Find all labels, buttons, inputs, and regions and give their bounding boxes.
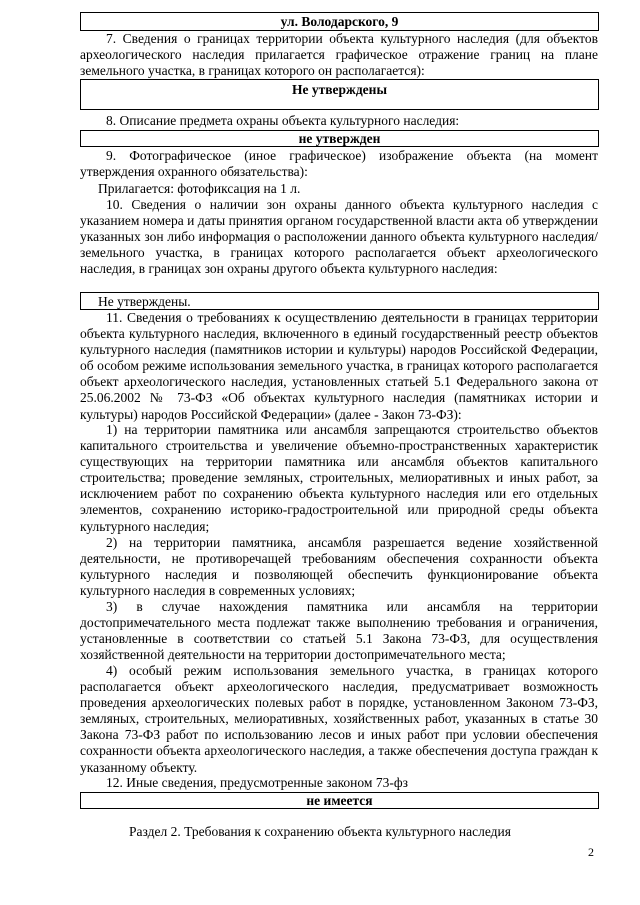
item-10-box-text: Не утверждены. (98, 294, 191, 309)
section-heading: Раздел 2. Требования к сохранению объекта культурного наследия (129, 824, 511, 839)
item-9-attachment: Прилагается: фотофиксация на 1 л. (98, 181, 301, 196)
item-11-point-1: 1) на территории памятника или ансамбля запрещаются строительство объектов капитального строительства и увеличение объемно-пространственных характеристик существующих на территории памятника или ансамбля объектов капитального строительства; проведение земляных, строительных, мелиоративных и иных работ, за исключением работ по сохранению объекта культурного наследия или его отдельных элементов, сохранению историко-градостроительной или природной среды объекта культурного наследия; (80, 422, 598, 534)
item-11-point-4: 4) особый режим использования земельного участка, в границах которого располагается объект археологического наследия, предусматривает возможность проведения археологических полевых работ в порядке, установленном Законом 73-ФЗ, земляных, строительных, мелиоративных, хозяйственных работ, указанных в статье 30 Закона 73-ФЗ работ по использованию лесов и иных работ при условии обеспечения сохранности объекта археологического наследия, а также обеспечения доступа граждан к указанному объекту. (80, 663, 598, 775)
item-11-text: 11. Сведения о требованиях к осуществлению деятельности в границах территории объекта культурного наследия, включенного в единый государственный реестр объектов культурного наследия (памятников истории и культуры) народов Российской Федерации, об особом режиме использования земельного участка, в границах которого располагается объект археологического наследия, установленных статьей 5.1 Федерального закона от 25.06.2002 № 73-ФЗ «Об объектах культурного наследия (памятниках истории и культуры) народов Российской Федерации» (далее - Закон 73-ФЗ): (80, 310, 598, 422)
item-11-point-2: 2) на территории памятника, ансамбля разрешается ведение хозяйственной деятельности, не противоречащей требованиям обеспечения сохранности объекта культурного наследия и позволяющей обеспечить функционирование объекта культурного наследия в современных условиях; (80, 535, 598, 599)
item-12-box (80, 792, 599, 809)
address-text: ул. Володарского, 9 (280, 14, 399, 29)
item-12-box-text: не имеется (306, 793, 373, 808)
item-7-text: 7. Сведения о границах территории объекта культурного наследия (для объектов археологического наследия прилагается графическое отражение границ на плане земельного участка, в границах которого он располагается): (80, 31, 598, 79)
item-7-box-text: Не утверждены (292, 82, 387, 97)
item-9-text: 9. Фотографическое (иное графическое) изображение объекта (на момент утверждения охранного обязательства): (80, 148, 598, 180)
item-7-box (80, 79, 599, 110)
page-number: 2 (588, 845, 594, 859)
item-12-text: 12. Иные сведения, предусмотренные законом 73-фз (106, 775, 408, 790)
item-8-text: 8. Описание предмета охраны объекта культурного наследия: (106, 113, 460, 128)
address-box (80, 12, 599, 31)
item-11-point-3: 3) в случае нахождения памятника или ансамбля на территории достопримечательного места подлежат также выполнению требования и ограничения, установленные в соответствии со статьей 5.1 Закона 73-ФЗ, для осуществления хозяйственной деятельности на территории достопримечательного места; (80, 599, 598, 663)
item-10-box (80, 292, 599, 310)
item-8-box-text: не утвержден (298, 131, 381, 146)
item-10-text: 10. Сведения о наличии зон охраны данного объекта культурного наследия с указанием номера и даты принятия органом государственной власти акта об утверждении указанных зон либо информация о расположении данного объекта культурного наследия/земельного участка, в границах которого располагается объект археологического наследия, в границах зон охраны другого объекта культурного наследия: (80, 197, 598, 277)
item-8-box (80, 130, 599, 147)
